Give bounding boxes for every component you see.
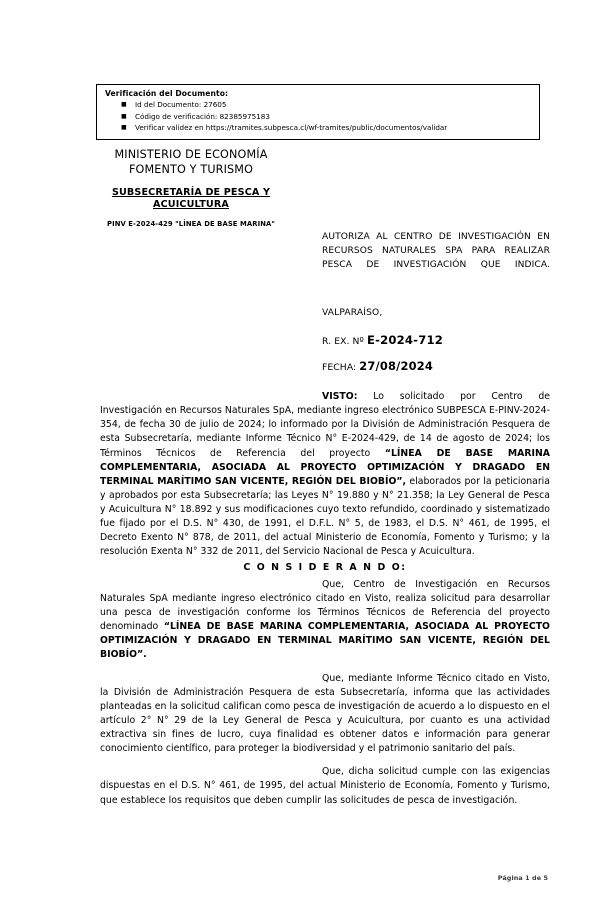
issue-place: VALPARAÍSO, (322, 308, 383, 318)
visto-label: VISTO: (322, 391, 358, 402)
verification-item-label: Código de verificación: 82385975183 (135, 111, 270, 121)
resolution-number (322, 333, 443, 347)
subsecretariat-name-line1: SUBSECRETARÍA DE PESCA Y (111, 186, 271, 198)
verification-title: Verificación del Documento: (105, 89, 229, 98)
project-title-considerando: “LÍNEA DE BASE MARINA COMPLEMENTARIA, ASOCIADA AL PROYECTO OPTIMIZACIÓN Y DRAGADO EN TERMINAL MARÍTIMO SAN VICENTE, REGIÓN DEL BIOBÍO”. (100, 621, 550, 661)
paragraph-visto (100, 390, 550, 560)
resolution-number-label: R. EX. Nº (322, 336, 364, 347)
paragraph-gap (100, 663, 550, 672)
verification-box (96, 84, 540, 140)
page-footer (0, 874, 600, 882)
document-date (322, 359, 433, 373)
verification-item-url (105, 122, 533, 133)
resolution-number-value: E-2024-712 (366, 333, 443, 347)
considerando-2-text: Que, mediante Informe Técnico citado en Visto, la División de Administración Pesquera de esta Subsecretaría, informa que las actividades planteadas en la solicitud califican como pesca de investigación de acuerdo a lo dispuesto en el artículo 2° N° 29 de la Ley General de Pesca y Acuicultura, por cuanto es una actividad extractiva sin fines de lucro, cuya finalidad es obtener datos e información para generar conocimiento científico, para proteger la biodiversidad y el patrimonio sanitario del país. (100, 672, 550, 755)
verification-list (105, 99, 533, 133)
page-number-label: Página 1 de 5 (497, 874, 548, 882)
verification-item-code (105, 111, 533, 122)
visto-text-part2: elaborados por la peticionaria y aprobados por esta Subsecretaría; las Leyes N° 19.880 y N° 21.358; la Ley General de Pesca y Acuicultura N° 18.892 y sus modificaciones cuyo texto refundido, coordinado y sistematizado fue fijado por el D.S. N° 430, de 1991, el D.F.L. N° 5, de 1983, el D.S. N° 461, de 1995, el Decreto Exento N° 878, de 2011, del actual Ministerio de Economía, Fomento y Turismo; y la resolución Exenta N° 332 de 2011, del Servicio Nacional de Pesca y Acuicultura. (100, 475, 550, 558)
bullet-icon: ■ (121, 124, 127, 132)
verification-item-label: Id del Documento: 27605 (135, 100, 227, 110)
bullet-icon: ■ (121, 101, 127, 109)
paragraph-gap (100, 756, 550, 765)
ministry-name-line2: FOMENTO Y TURISMO (128, 162, 254, 176)
paragraph-considerando-1 (100, 578, 550, 663)
verification-item-label: Verificar validez en https://tramites.subpesca.cl/wf-tramites/public/documentos/validar (135, 123, 448, 133)
verification-item-document-id (105, 99, 533, 110)
document-subject: AUTORIZA AL CENTRO DE INVESTIGACIÓN EN RECURSOS NATURALES SPA PARA REALIZAR PESCA DE INVESTIGACIÓN QUE INDICA. (322, 232, 550, 271)
bullet-icon: ■ (121, 112, 127, 120)
ministry-name-line1: MINISTERIO DE ECONOMÍA (114, 148, 268, 161)
project-title-visto: “LÍNEA DE BASE MARINA COMPLEMENTARIA, ASOCIADA AL PROYECTO OPTIMIZACIÓN Y DRAGADO EN TERMINAL MARÍTIMO SAN VICENTE, REGIÓN DEL BIOBÍO”, (100, 447, 551, 487)
project-code-label: PINV E-2024-429 "LÍNEA DE BASE MARINA" (106, 220, 275, 229)
document-date-label: FECHA: (322, 362, 357, 373)
document-date-value: 27/08/2024 (359, 359, 433, 373)
considerando-1-text: Que, Centro de Investigación en Recursos Naturales SpA mediante ingreso electrónico citado en Visto, realiza solicitud para desarrollar una pesca de investigación conforme los Términos Técnicos de Referencia del proyecto denominado (100, 578, 550, 633)
document-body (100, 390, 550, 808)
considerando-heading: C O N S I D E R A N D O: (243, 561, 407, 573)
paragraph-considerando-2 (100, 672, 550, 757)
considerando-3-text: Que, dicha solicitud cumple con las exigencias dispuestas en el D.S. N° 461, de 1995, del actual Ministerio de Economía, Fomento y Turismo, que establece los requisitos que deben cumplir las solicitudes de pesca de investigación. (100, 766, 550, 806)
visto-text-part1: Lo solicitado por Centro de Investigación en Recursos Naturales SpA, mediante ingreso electrónico SUBPESCA E-PINV-2024-354, de fecha 30 de julio de 2024; lo informado por la División de Administración Pesquera de esta Subsecretaría, mediante Informe Técnico N° E-2024-429, de 14 de agosto de 2024; los Términos Técnicos de Referencia del proyecto (100, 391, 550, 459)
subsecretariat-name-line2: ACUICULTURA (153, 199, 229, 211)
paragraph-considerando-3 (100, 765, 550, 807)
letterhead (62, 148, 320, 229)
